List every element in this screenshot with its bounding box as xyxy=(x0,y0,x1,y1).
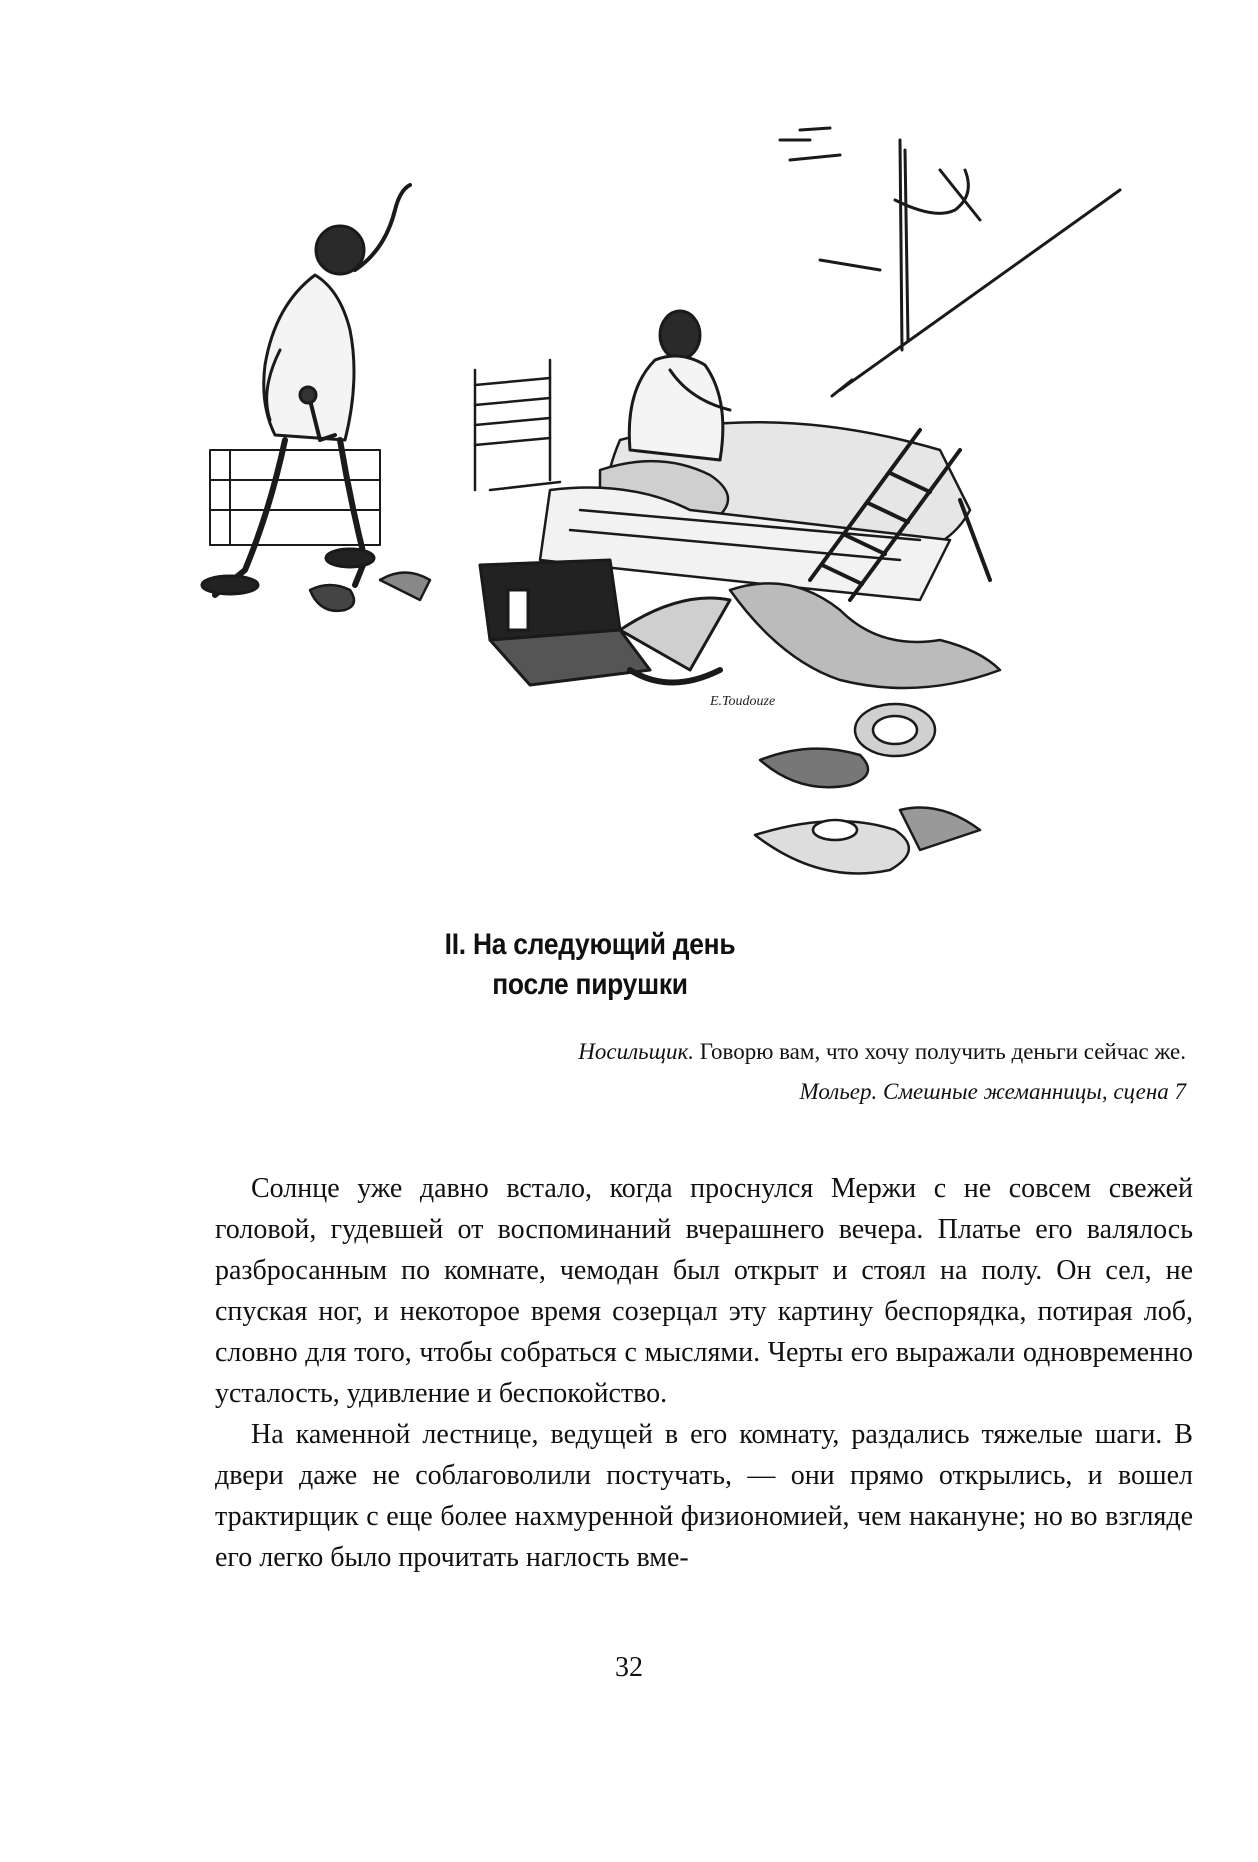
illustration-signature: E.Toudouze xyxy=(710,694,776,709)
standing-figure xyxy=(202,185,410,595)
body-text xyxy=(215,1168,1193,1578)
paragraph-2: На каменной лестнице, ведущей в его комнату, раздались тяжелые шаги. В двери даже не соблаговолили постучать, — они прямо открылись, и вошел трактирщик с еще более нахмуренной физиономией, чем накануне; но во взгляде его легко было прочитать наглость вме- xyxy=(215,1419,1193,1573)
chapter-title xyxy=(388,925,793,1005)
epigraph-quote-line xyxy=(578,1032,1186,1072)
seated-figure xyxy=(629,311,730,460)
chapter-title-line2: после пирушки xyxy=(492,968,688,1001)
chair xyxy=(475,360,560,490)
open-trunk xyxy=(480,560,730,685)
paragraph-1: Солнце уже давно встало, когда проснулся Мержи с не совсем свежей головой, гудевшей от воспоминаний вчерашнего вечера. Платье его валялось разбросанным по комнате, чемодан был открыт и стоял на полу. Он сел, не спуская ног, и некоторое время созерцал эту картину беспорядка, потирая лоб, словно для того, чтобы собраться с мыслями. Черты его выражали одновременно усталость, удивление и беспокойство. xyxy=(215,1173,1193,1409)
chapter-illustration xyxy=(200,110,1180,1040)
hanging-sword xyxy=(780,128,1120,396)
epigraph-speaker: Носильщик. xyxy=(578,1039,694,1064)
epigraph-attribution: Мольер. Смешные жеманницы, сцена 7 xyxy=(799,1079,1186,1104)
chapter-title-line1: II. На следующий день xyxy=(444,928,736,961)
wall-box xyxy=(210,450,380,545)
epigraph-quote: Говорю вам, что хочу получить деньги сейчас же. xyxy=(693,1039,1186,1064)
epigraph xyxy=(578,1032,1186,1112)
page-number: 32 xyxy=(615,1652,643,1683)
